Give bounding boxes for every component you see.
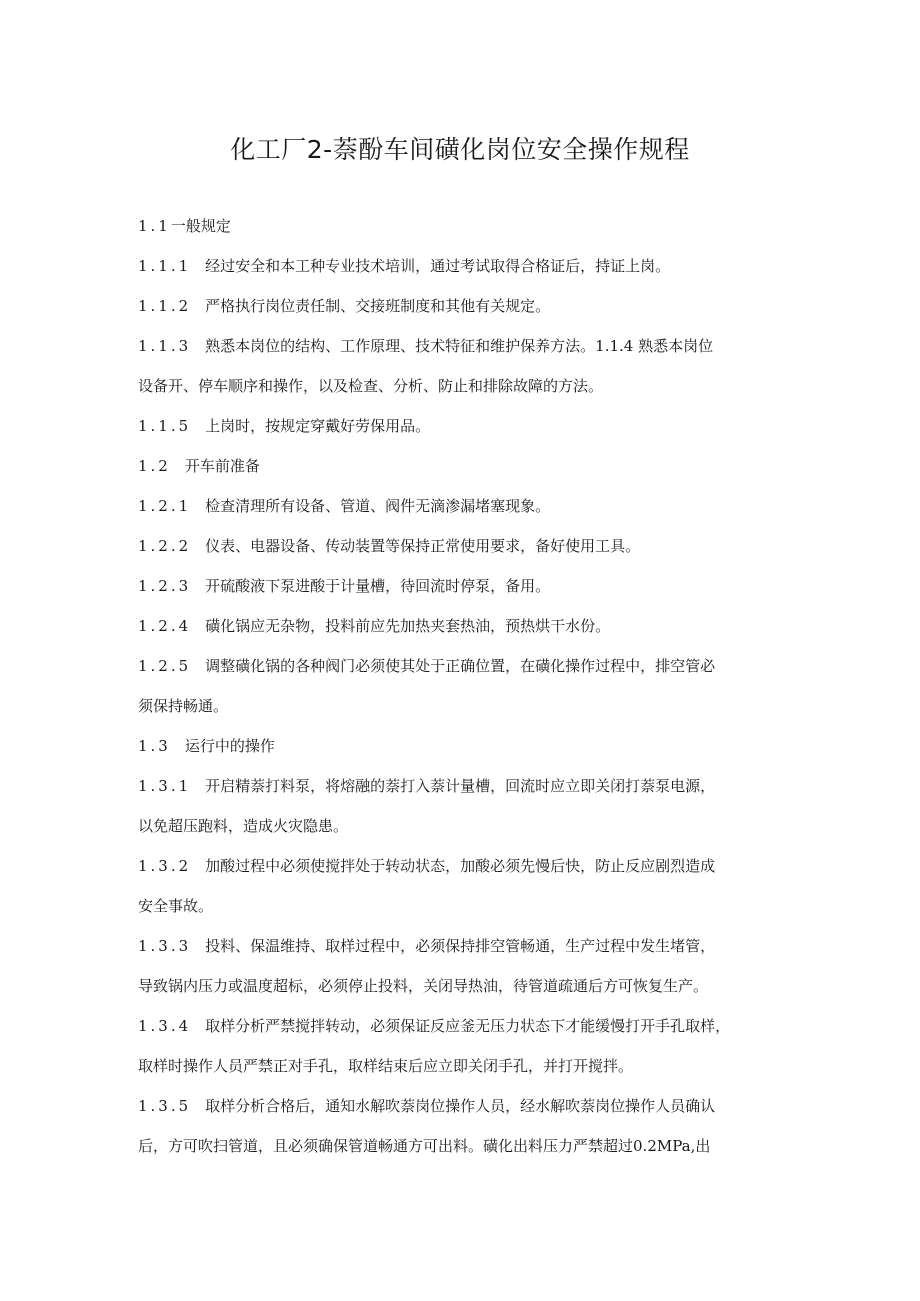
clause-text: 后，方可吹扫管道，且必须确保管道畅通方可出料。磺化出料压力严禁超过0.2MPa,出 <box>138 1137 711 1155</box>
clause-text: 取样分析合格后，通知水解吹萘岗位操作人员，经水解吹萘岗位操作人员确认 <box>205 1097 716 1115</box>
clause-line <box>138 606 788 646</box>
clause-text: 检查清理所有设备、管道、阀件无滴渗漏堵塞现象。 <box>205 497 551 515</box>
clause-line <box>138 406 788 446</box>
clause-number: 1.1.5 <box>138 417 192 435</box>
clause-line <box>138 646 788 686</box>
continuation-line <box>138 1046 788 1086</box>
clause-number: 1.2 <box>138 457 171 475</box>
clause-number: 1.2.1 <box>138 497 192 515</box>
clause-text: 经过安全和本工种专业技术培训，通过考试取得合格证后，持证上岗。 <box>205 257 671 275</box>
clause-line <box>138 726 788 766</box>
document-body <box>138 206 788 1166</box>
continuation-line <box>138 686 788 726</box>
clause-line <box>138 286 788 326</box>
clause-text: 须保持畅通。 <box>138 697 229 715</box>
clause-line <box>138 206 788 246</box>
clause-number: 1.3.5 <box>138 1097 192 1115</box>
clause-text: 开硫酸液下泵进酸于计量槽，待回流时停泵，备用。 <box>205 577 551 595</box>
clause-number: 1.1.1 <box>138 257 192 275</box>
clause-line <box>138 926 788 966</box>
clause-text: 严格执行岗位责任制、交接班制度和其他有关规定。 <box>205 297 551 315</box>
clause-number: 1.3.2 <box>138 857 192 875</box>
clause-text: 开启精萘打料泵，将熔融的萘打入萘计量槽，回流时应立即关闭打萘泵电源， <box>205 777 716 795</box>
clause-number: 1.2.3 <box>138 577 192 595</box>
clause-text: 取样分析严禁搅拌转动，必须保证反应釜无压力状态下才能缓慢打开手孔取样， <box>205 1017 731 1035</box>
clause-text: 导致锅内压力或温度超标，必须停止投料，关闭导热油，待管道疏通后方可恢复生产。 <box>138 977 709 995</box>
clause-number: 1.3 <box>138 737 171 755</box>
clause-line <box>138 326 788 366</box>
clause-text: 开车前准备 <box>184 457 260 475</box>
clause-text: 调整磺化锅的各种阀门必须使其处于正确位置，在磺化操作过程中，排空管必 <box>205 657 716 675</box>
clause-text: 以免超压跑料，造成火灾隐患。 <box>138 817 349 835</box>
continuation-line <box>138 1126 788 1166</box>
clause-number: 1.2.5 <box>138 657 192 675</box>
clause-number: 1.2.4 <box>138 617 192 635</box>
clause-text: 运行中的操作 <box>184 737 275 755</box>
clause-number: 1.1.3 <box>138 337 192 355</box>
clause-text: 一般规定 <box>170 217 231 235</box>
clause-text: 取样时操作人员严禁正对手孔，取样结束后应立即关闭手孔，并打开搅拌。 <box>138 1057 634 1075</box>
clause-line <box>138 566 788 606</box>
continuation-line <box>138 966 788 1006</box>
continuation-line <box>138 366 788 406</box>
clause-line <box>138 766 788 806</box>
clause-line <box>138 446 788 486</box>
clause-text: 安全事故。 <box>138 897 214 915</box>
clause-text: 磺化锅应无杂物，投料前应先加热夹套热油，预热烘干水份。 <box>205 617 611 635</box>
clause-line <box>138 526 788 566</box>
clause-text: 投料、保温维持、取样过程中，必须保持排空管畅通，生产过程中发生堵管， <box>205 937 716 955</box>
clause-text: 上岗时，按规定穿戴好劳保用品。 <box>205 417 431 435</box>
clause-text: 仪表、电器设备、传动装置等保持正常使用要求，备好使用工具。 <box>205 537 641 555</box>
clause-text: 熟悉本岗位的结构、工作原理、技术特征和维护保养方法。1.1.4 熟悉本岗位 <box>205 337 714 355</box>
clause-line <box>138 486 788 526</box>
clause-number: 1.3.4 <box>138 1017 192 1035</box>
clause-number: 1.1 <box>138 217 171 235</box>
clause-number: 1.2.2 <box>138 537 192 555</box>
continuation-line <box>138 806 788 846</box>
clause-line <box>138 1086 788 1126</box>
clause-number: 1.3.1 <box>138 777 192 795</box>
clause-text: 设备开、停车顺序和操作，以及检查、分析、防止和排除故障的方法。 <box>138 377 604 395</box>
clause-number: 1.1.2 <box>138 297 192 315</box>
document-title: 化工厂2-萘酚车间磺化岗位安全操作规程 <box>230 135 690 164</box>
clause-line <box>138 846 788 886</box>
clause-line <box>138 1006 788 1046</box>
clause-line <box>138 246 788 286</box>
clause-number: 1.3.3 <box>138 937 192 955</box>
clause-text: 加酸过程中必须使搅拌处于转动状态，加酸必须先慢后快，防止反应剧烈造成 <box>205 857 716 875</box>
continuation-line <box>138 886 788 926</box>
